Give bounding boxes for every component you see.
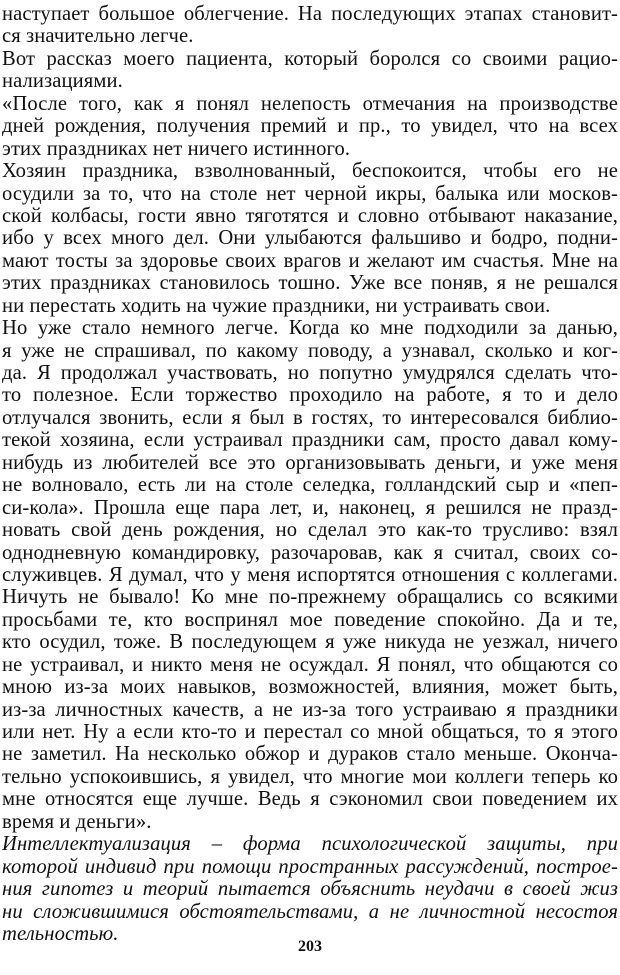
text-line: время и деньги». [2, 810, 152, 833]
page-number: 203 [298, 938, 322, 955]
text-line: этих праздниках нет ничего истинного. [2, 137, 351, 160]
text-line: ибо у всех много дел. Они улыбаются фальшиво и бодро, подни- [2, 227, 618, 250]
text-line: или нет. Ну а если кто-то и перестал со мной общаться, то я этого [2, 721, 618, 743]
paragraph [2, 48, 618, 93]
text-line: Интеллектуализация – форма психологической защиты, при [2, 833, 618, 856]
paragraph [2, 160, 618, 317]
text-line: которой индивид при помощи пространных рассуждений, построе- [2, 855, 618, 878]
text-line: мают тосты за здоровье своих врагов и желают им счастья. Мне на [2, 249, 618, 272]
text-line: кто осудил, тоже. В последующем я уже никуда не уезжал, ничего [2, 631, 618, 654]
text-line: дней рождения, получения премий и пр., то увидел, что на всех [2, 115, 618, 138]
text-line: ни перестать ходить на чужие праздники, ни устраивать свои. [2, 294, 551, 317]
text-line: мне относятся еще лучше. Ведь я сэкономил свои поведением их [2, 788, 618, 811]
paragraph [2, 93, 618, 160]
text-line: Хозяин праздника, взволнованный, беспокоится, чтобы его не [2, 160, 618, 183]
text-line: из-за личностных качеств, а не из-за того устраиваю я праздники [2, 698, 618, 721]
text-line: ся значительно легче. [2, 25, 194, 48]
text-line: осудили за то, что на столе нет черной икры, балыка или москов- [2, 182, 618, 205]
text-line: наступает большое облегчение. На последующих этапах становит- [2, 3, 618, 25]
text-line: Но уже стало немного легче. Когда ко мне подходили за данью, [2, 317, 618, 340]
text-line: ния гипотез и теорий пытается объяснить неудачи в своей жиз [2, 878, 618, 901]
text-line: не устраивал, и никто меня не осуждал. Я понял, что общаются со [2, 653, 618, 676]
text-line: да. Я продолжал участвовать, но попутно умудрялся сделать что- [2, 362, 618, 384]
text-line: нализациями. [2, 70, 123, 93]
text-line: текой хозяина, если устраивал праздники сам, просто давал кому- [2, 429, 618, 452]
text-line: новать свой день рождения, но сделал это как-то трусливо: взял [2, 519, 618, 542]
text-line: ни сложившимися обстоятельствами, а не личностной несостоя [2, 900, 618, 923]
text-line: Вот рассказ моего пациента, который боролся со своими рациo- [2, 47, 618, 70]
text-line: не волновало, есть ли на столе селедка, голландский сыр и «пеп- [2, 474, 618, 497]
paragraph [2, 833, 618, 945]
text-line: то полезное. Если торжество проходило на работе, я то и дело [2, 384, 618, 407]
text-line: «После того, как я понял нелепость отмечания на производстве [2, 92, 618, 115]
paragraph [2, 317, 618, 833]
text-line: Ничуть не бывало! Ко мне по-прежнему обращались со всякими [2, 586, 618, 609]
text-line: нибудь из любителей все это организовывать деньги, и уже меня [2, 451, 618, 474]
text-line: однодневную командировку, разочаровав, как я считал, своих со- [2, 541, 618, 564]
text-line: тельностью. [2, 922, 119, 945]
text-line: не заметил. На несколько обжор и дураков стало меньше. Оконча- [2, 743, 618, 766]
text-line: тельно успокоившись, я увидел, что многие мои коллеги теперь ко [2, 765, 618, 788]
text-line: ской колбасы, гости явно тяготятся и словно отбывают наказание, [2, 204, 618, 227]
text-line: я уже не спрашивал, по какому поводу, а узнавал, сколько и ког- [2, 339, 618, 362]
text-line: мною из-за моих навыков, возможностей, влияния, может быть, [2, 676, 618, 699]
paragraph [2, 3, 618, 48]
text-line: этих праздниках становилось тошно. Уже все поняв, я не решался [2, 272, 618, 295]
body-text [2, 3, 618, 945]
text-line: просьбами те, кто воспринял мое поведение спокойно. Да и те, [2, 608, 618, 631]
text-line: служивцев. Я думал, что у меня испортятся отношения с коллегами. [2, 563, 618, 586]
text-line: си-кола». Прошла еще пара лет, и, наконец, я решился не празд- [2, 496, 618, 519]
text-line: отлучался звонить, если я был в гостях, то интересовался библио- [2, 406, 618, 429]
